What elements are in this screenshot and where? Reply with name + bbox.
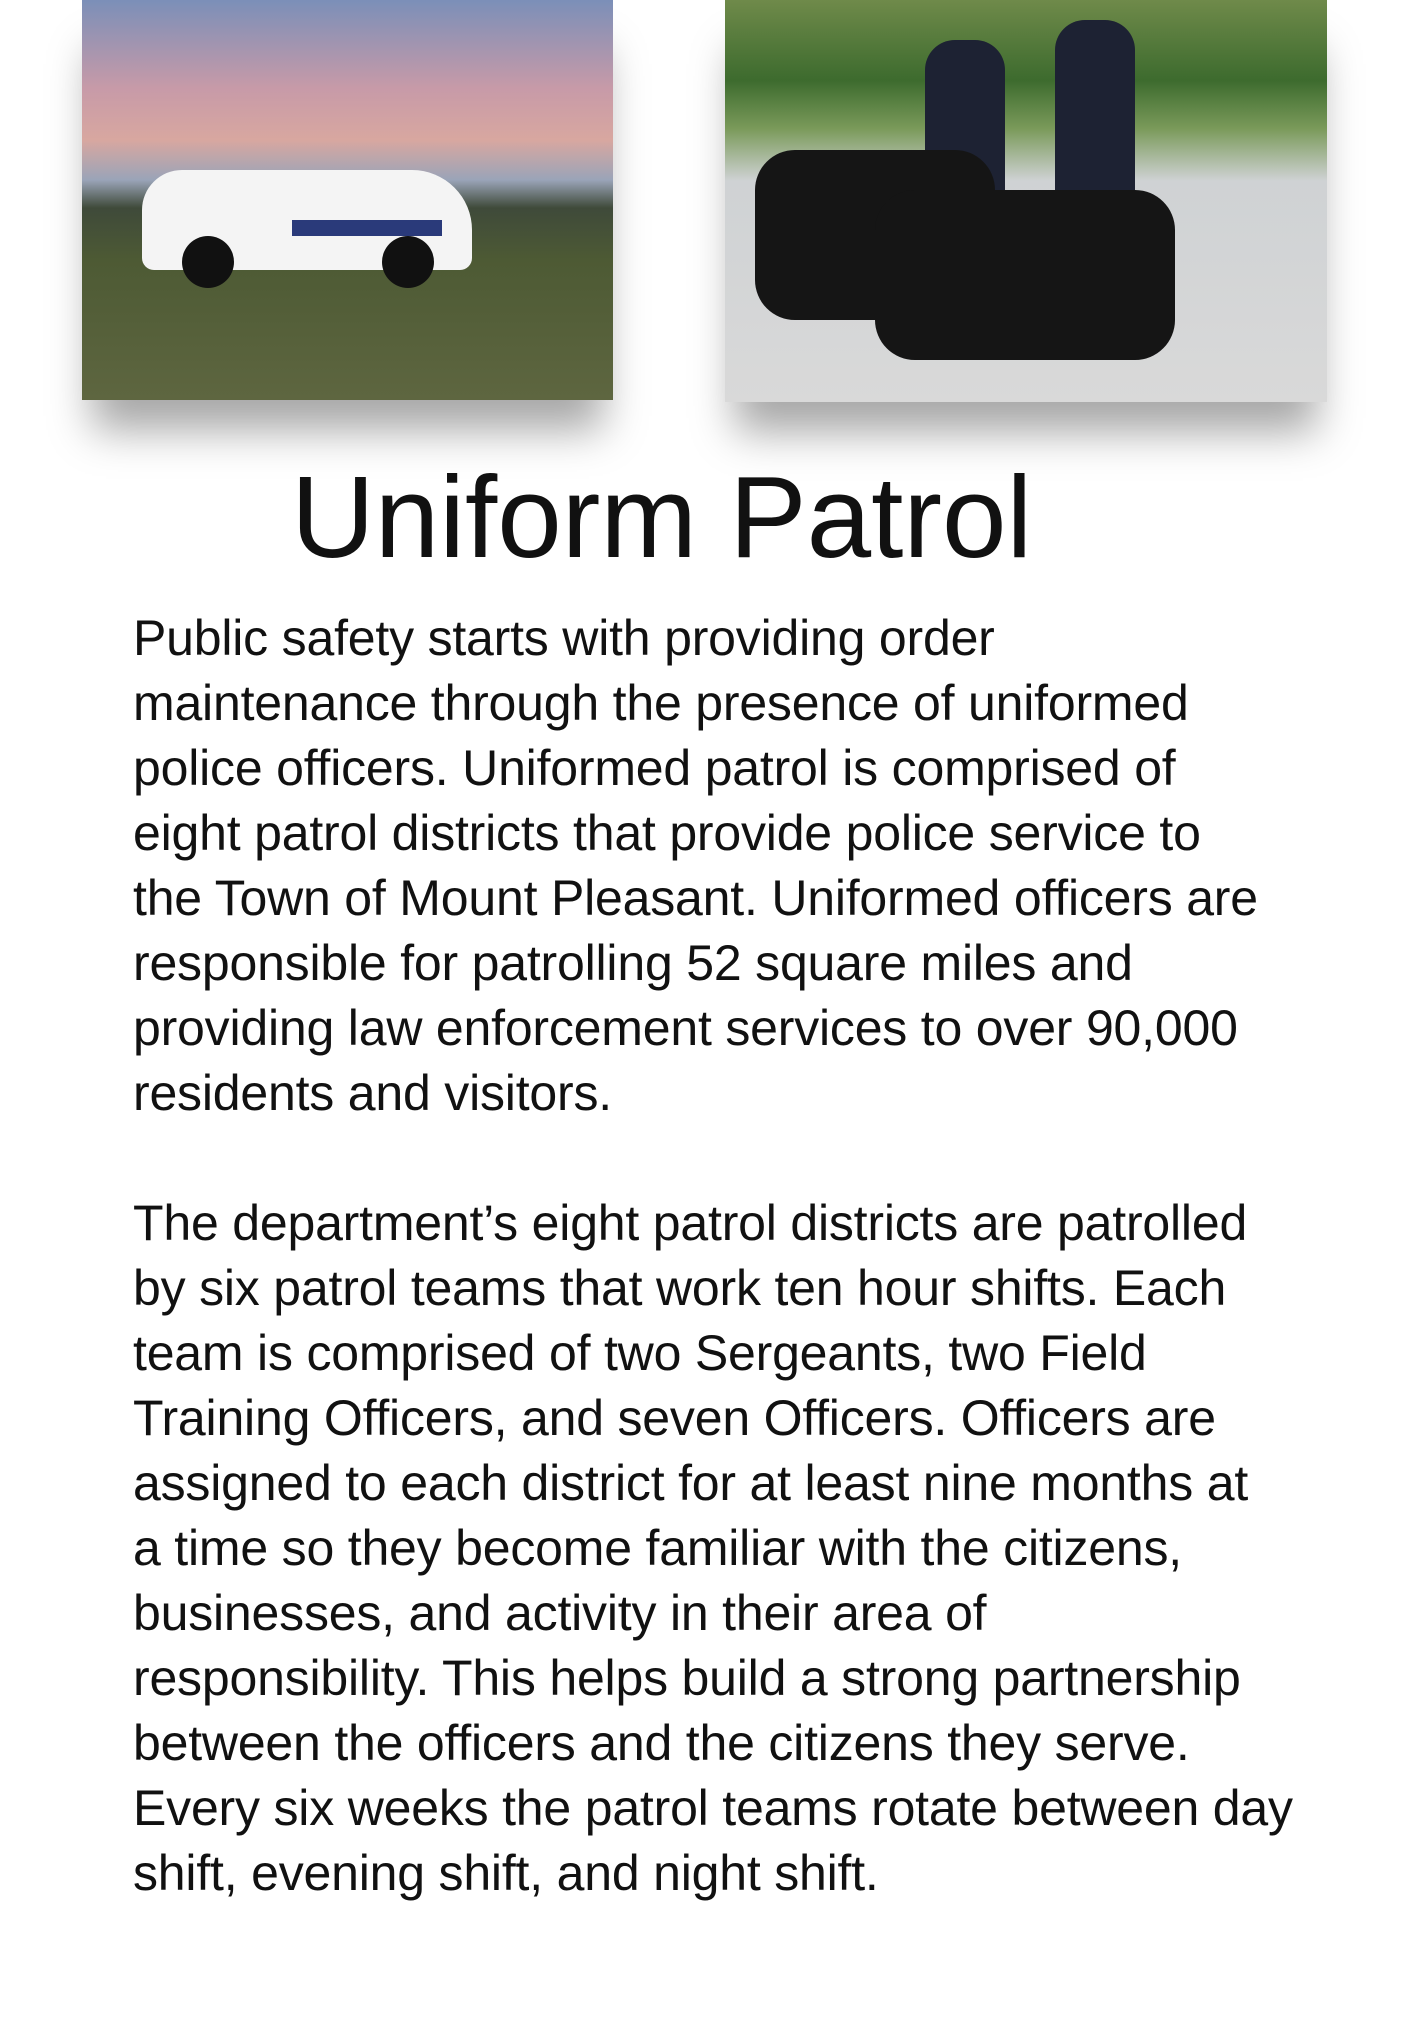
text-line: the Town of Mount Pleasant. Uniformed officers are [133,870,1258,926]
text-line: Training Officers, and seven Officers. Officers are [133,1390,1216,1446]
text-line: eight patrol districts that provide police service to [133,805,1201,861]
text-line: a time so they become familiar with the citizens, [133,1520,1182,1576]
page-title: Uniform Patrol [291,452,1033,582]
text-line: residents and visitors. [133,1065,612,1121]
text-line: shift, evening shift, and night shift. [133,1845,879,1901]
body-text [133,606,1293,1906]
text-line: police officers. Uniformed patrol is comprised of [133,740,1176,796]
police-car-image [142,170,472,270]
text-line: by six patrol teams that work ten hour shifts. Each [133,1260,1227,1316]
text-line: businesses, and activity in their area of [133,1585,987,1641]
paragraph-2 [133,1191,1293,1906]
text-line: team is comprised of two Sergeants, two Field [133,1325,1147,1381]
text-line: providing law enforcement services to over 90,000 [133,1000,1238,1056]
text-line: responsible for patrolling 52 square miles and [133,935,1133,991]
police-motorcycles-photo [725,0,1327,402]
text-line: Every six weeks the patrol teams rotate between day [133,1780,1293,1836]
text-line: assigned to each district for at least nine months at [133,1455,1249,1511]
paragraph-1 [133,606,1293,1126]
text-line: maintenance through the presence of uniformed [133,675,1189,731]
text-line: responsibility. This helps build a strong partnership [133,1650,1241,1706]
text-line: Public safety starts with providing order [133,610,995,666]
text-line: between the officers and the citizens they serve. [133,1715,1190,1771]
text-line: The department’s eight patrol districts are patrolled [133,1195,1248,1251]
police-car-photo [82,0,613,400]
